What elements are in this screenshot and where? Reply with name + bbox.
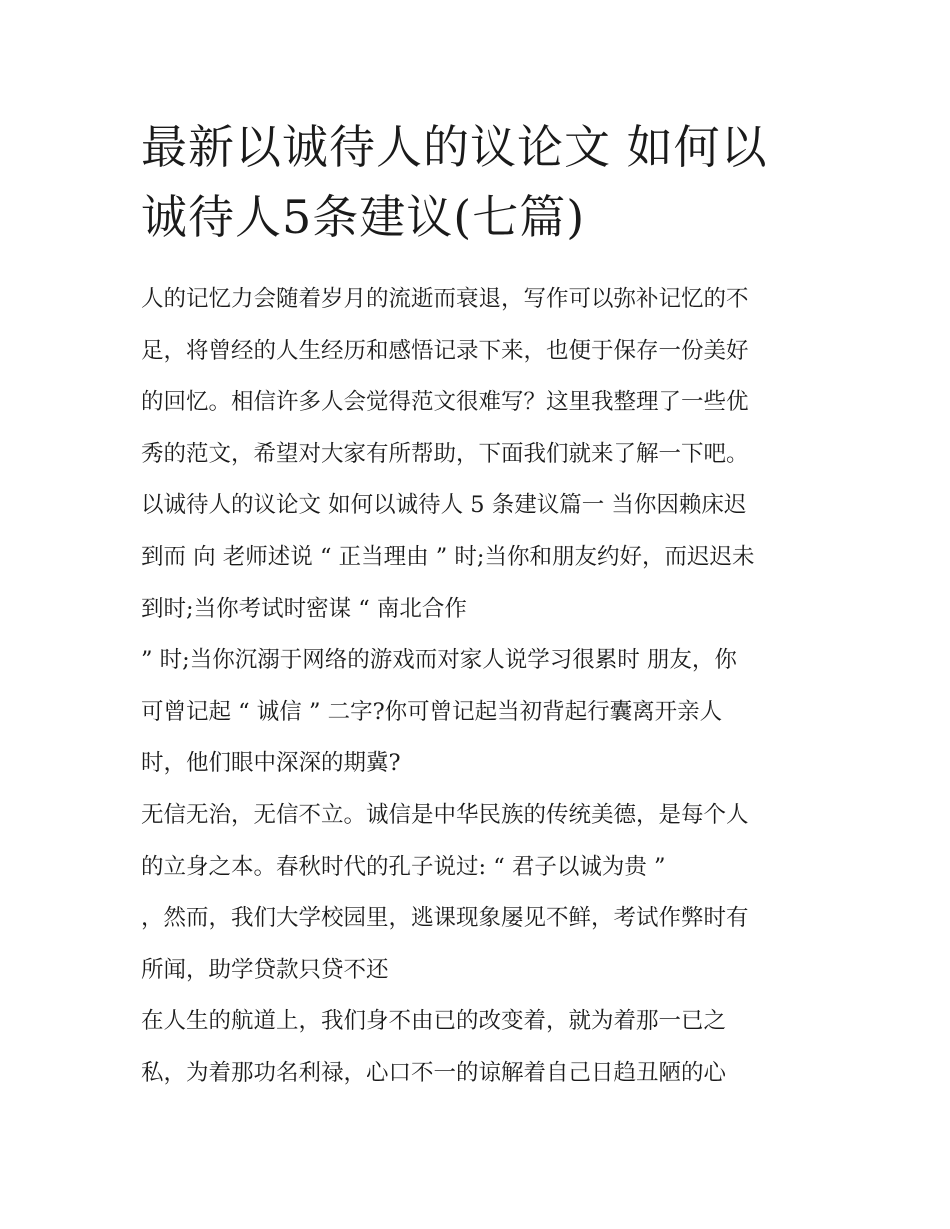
body-line: 私，为着那功名利禄，心口不一的谅解着自己日趋丑陋的心	[141, 1059, 727, 1086]
body-line: 可曾记起 “ 诚信 ” 二字?你可曾记起当初背起行囊离开亲人	[141, 698, 723, 725]
body-line: 在人生的航道上，我们身不由已的改变着，就为着那一已之	[141, 1008, 727, 1035]
document-page	[141, 112, 821, 1100]
body-line: 的回忆。相信许多人会觉得范文很难写？这里我整理了一些优	[141, 389, 749, 416]
body-line: 无信无治，无信不立。诚信是中华民族的传统美德，是每个人	[141, 801, 749, 828]
body-line: 到时;当你考试时密谋 “ 南北合作	[141, 595, 467, 622]
body-line: 时，他们眼中深深的期冀?	[141, 750, 401, 777]
body-line: 以诚待人的议论文 如何以诚待人 5 条建议篇一 当你因赖床迟	[141, 492, 747, 519]
document-body	[141, 274, 821, 1100]
title-line-1: 最新以诚待人的议论文 如何以	[141, 120, 768, 174]
title-line-2: 诚待人5条建议(七篇)	[141, 190, 586, 244]
body-line: 的立身之本。春秋时代的孔子说过: “ 君子以诚为贵 ”	[141, 853, 666, 880]
body-line: ” 时;当你沉溺于网络的游戏而对家人说学习很累时 朋友，你	[141, 647, 737, 674]
body-line: 到而 向 老师述说 “ 正当理由 ” 时;当你和朋友约好，而迟迟未	[141, 543, 755, 570]
body-line: 人的记忆力会随着岁月的流逝而衰退，写作可以弥补记忆的不	[141, 286, 749, 312]
body-line: 秀的范文，希望对大家有所帮助，下面我们就来了解一下吧。	[141, 440, 749, 467]
body-line: 足，将曾经的人生经历和感悟记录下来，也便于保存一份美好	[141, 337, 749, 364]
body-line: 所闻，助学贷款只贷不还	[141, 956, 389, 983]
body-line: ，然而，我们大学校园里，逃课现象屡见不鲜，考试作弊时有	[141, 905, 749, 932]
document-title	[141, 112, 821, 252]
